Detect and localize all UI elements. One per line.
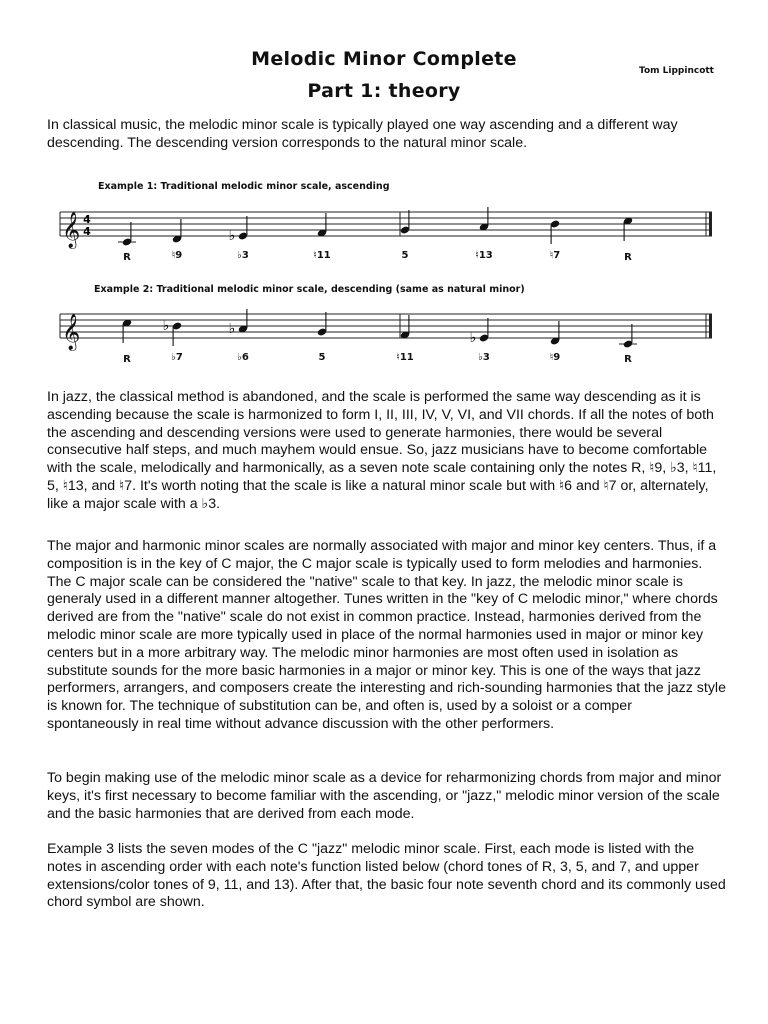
accidental-flat-icon: ♭ <box>162 318 170 334</box>
time-signature-top: 4 <box>83 213 91 226</box>
note-function-label: ♭7 <box>171 352 183 363</box>
note-function-label: ♮11 <box>313 250 331 261</box>
example-2-staff <box>60 298 720 368</box>
body-paragraph-1: In jazz, the classical method is abandoned, and the scale is performed the same way descending as it is ascending because the scale is harmonized to form I, II, III, IV, V, VI, and VII chords. If all the notes of both the ascending and descending versions were used to generate harmonies, there would be several consecutive half steps, and much mayhem would ensue. So, jazz musicians have to become comfortable with the scale, melodically and harmonically, as a seven note scale containing only the notes R, ♮9, ♭3, ♮11, 5, ♮13, and ♮7. It's worth noting that the scale is like a natural minor scale but with ♮6 and ♮7 or, alternately, like a major scale with a ♭3. <box>47 389 717 512</box>
note-function-label: ♮9 <box>549 352 561 363</box>
note-function-label: R <box>123 354 131 365</box>
body-paragraph-2: The major and harmonic minor scales are normally associated with major and minor key centers. Thus, if a composition is in the key of C major, the C major scale is typically used to form melodies and harmonies. The C major scale can be considered the "native" scale to that key. In jazz, the melodic minor scale is generaly used in a different manner altogether. Tunes written in the "key of C melodic minor," where chords derived are from the "native" scale do not exist in common practice. Instead, harmonies derived from the melodic minor scale are more typically used in place of the normal harmonies used in major or minor key centers but in a more arbitrary way. The melodic minor harmonies are most often used in isolation as substitute sounds for the more basic harmonies in a major or minor key. This is one of the ways that jazz performers, arrangers, and composers create the interesting and rich-sounding harmonies that the jazz style is known for. The technique of substitution can be, and often is, used by a soloist or a comper spontaneously in real time without advance discussion with the other performers. <box>47 538 726 732</box>
body-paragraph-3: To begin making use of the melodic minor scale as a device for reharmonizing chords from major and minor keys, it's first necessary to become familiar with the ascending, or "jazz," melodic minor version of the scale and the basic harmonies that are derived from each mode. <box>47 770 722 822</box>
example-2-label: Example 2: Traditional melodic minor scale, descending (same as natural minor) <box>94 284 525 295</box>
note-function-label: R <box>624 354 632 365</box>
note-function-label: ♭3 <box>237 250 249 261</box>
note-function-label: ♮9 <box>171 250 183 261</box>
accidental-flat-icon: ♭ <box>228 321 236 337</box>
body-paragraph-4: Example 3 lists the seven modes of the C "jazz" melodic minor scale. First, each mode is listed with the notes in ascending order with each note's function listed below (chord tones of R, 3, 5, and 7, and upper extensions/color tones of 9, 11, and 13). After that, the basic four note seventh chord and its commonly used chord symbol are shown. <box>47 841 726 911</box>
accidental-flat-icon: ♭ <box>469 330 477 346</box>
note-function-label: ♭6 <box>237 352 249 363</box>
author-name: Tom Lippincott <box>639 66 714 76</box>
example-1-staff <box>60 196 720 266</box>
note-function-label: ♮11 <box>396 352 414 363</box>
intro-paragraph: In classical music, the melodic minor scale is typically played one way ascending and a different way descending. The descending version corresponds to the natural minor scale. <box>47 117 678 151</box>
example-1-label: Example 1: Traditional melodic minor scale, ascending <box>98 181 390 192</box>
note-function-label: R <box>624 252 632 263</box>
note-function-label: 5 <box>401 250 409 261</box>
page-title: Melodic Minor Complete <box>251 48 517 70</box>
treble-clef-icon: 𝄞 <box>62 212 81 248</box>
accidental-flat-icon: ♭ <box>228 228 236 244</box>
note-function-label: ♭3 <box>478 352 490 363</box>
treble-clef-icon: 𝄞 <box>62 314 81 350</box>
time-signature-bottom: 4 <box>83 225 91 238</box>
note-function-label: ♮7 <box>549 250 561 261</box>
note-function-label: 5 <box>318 352 326 363</box>
note-function-label: R <box>123 252 131 263</box>
page-subtitle: Part 1: theory <box>307 80 461 102</box>
note-function-label: ♮13 <box>475 250 493 261</box>
